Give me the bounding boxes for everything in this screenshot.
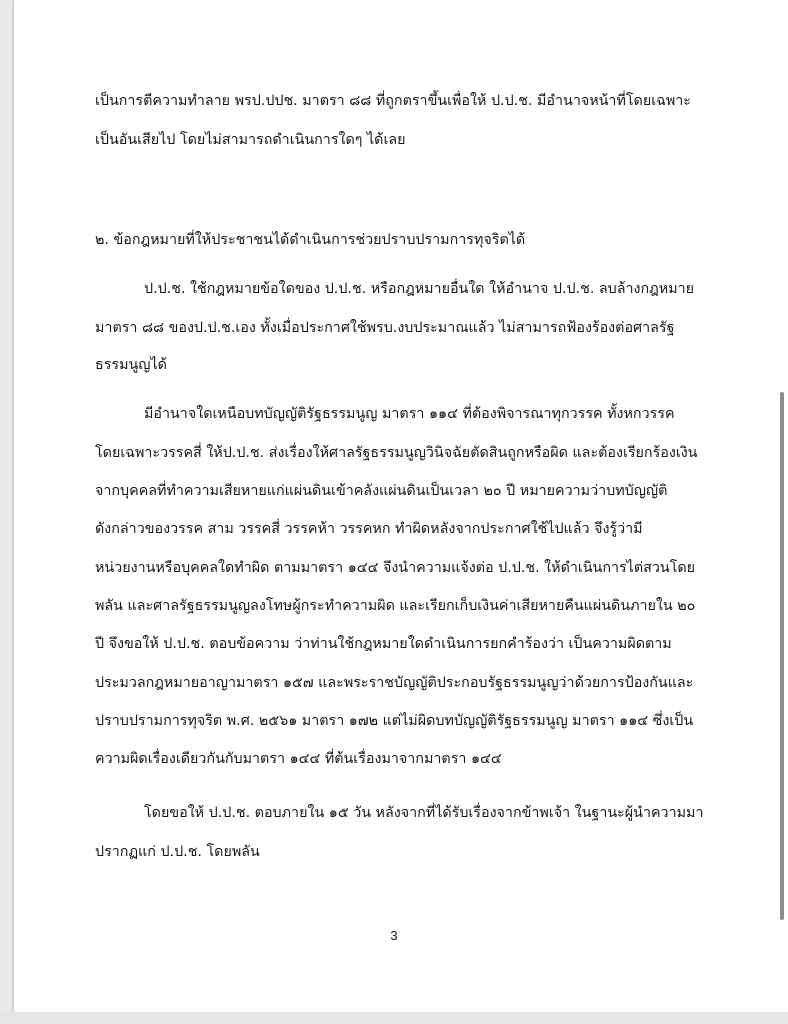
text-line: จากบุคคลที่ทำความเสียหายแก่แผ่นดินเข้าคลังแผ่นดินเป็นเวลา ๒๐ ปี หมายความว่าบทบัญญัติ [95,483,668,499]
text-line: ดังกล่าวของวรรค สาม วรรคสี่ วรรคห้า วรรคหก ทำผิดหลังจากประกาศใช้ไปแล้ว จึงรู้ว่ามี [95,521,643,537]
text-line: มีอำนาจใดเหนือบทบัญญัติรัฐธรรมนูญ มาตรา ๑๑๔ ที่ต้องพิจารณาทุกวรรค ทั้งหกวรรค [144,406,675,422]
text-line: หน่วยงานหรือบุคคลใดทำผิด ตามมาตรา ๑๔๔ จึงนำความแจ้งต่อ ป.ป.ช. ให้ดำเนินการไต่สวนโดย [95,560,696,576]
text-line: ปรากฏแก่ ป.ป.ช. โดยพลัน [95,844,260,860]
text-line: พลัน และศาลรัฐธรรมนูญลงโทษผู้กระทำความผิด และเรียกเก็บเงินค่าเสียหายคืนแผ่นดินภายใน ๒๐ [95,598,696,614]
text-line: ธรรมนูญได้ [95,357,167,373]
text-line: โดยขอให้ ป.ป.ช. ตอบภายใน ๑๕ วัน หลังจากที่ได้รับเรื่องจากข้าพเจ้า ในฐานะผู้นำความมา [144,805,704,821]
text-line: เป็นอันเสียไป โดยไม่สามารถดำเนินการใดๆ ได้เลย [95,132,406,148]
text-line: ป.ป.ช. ใช้กฎหมายข้อใดของ ป.ป.ช. หรือกฎหมายอื่นใด ให้อำนาจ ป.ป.ช. ลบล้างกฎหมาย [144,281,695,297]
text-line: ประมวลกฎหมายอาญามาตรา ๑๕๗ และพระราชบัญญัติประกอบรัฐธรรมนูญว่าด้วยการป้องกันและ [95,675,694,691]
section-heading: ๒. ข้อกฎหมายที่ให้ประชาชนได้ดำเนินการช่วยปราบปรามการทุจริตได้ [95,232,526,248]
text-line: มาตรา ๘๘ ของป.ป.ช.เอง ทั้งเมื่อประกาศใช้พรบ.งบประมาณแล้ว ไม่สามารถฟ้องร้องต่อศาลรัฐ [95,320,675,336]
text-line: เป็นการตีความทำลาย พรป.ปปช. มาตรา ๘๘ ที่ถูกตราขึ้นเพื่อให้ ป.ป.ช. มีอำนาจหน้าที่โดยเฉพาะ [95,93,691,109]
text-line: ปราบปรามการทุจริต พ.ศ. ๒๕๖๑ มาตรา ๑๗๒ แต่ไม่ผิดบทบัญญัติรัฐธรรมนูญ มาตรา ๑๑๔ ซึ่งเป็น [95,713,694,729]
page-number: 3 [390,928,398,943]
scrollbar-thumb[interactable] [780,392,784,920]
text-line: โดยเฉพาะวรรคสี่ ให้ป.ป.ช. ส่งเรื่องให้ศาลรัฐธรรมนูญวินิจฉัยตัดสินถูกหรือผิด และต้องเรียกร้องเงิน [95,445,698,461]
viewer-bottom-edge [0,1012,788,1024]
text-line: ปี จึงขอให้ ป.ป.ช. ตอบข้อความ ว่าท่านใช้กฎหมายใดดำเนินการยกคำร้องว่า เป็นความผิดตาม [95,636,672,652]
text-line: ความผิดเรื่องเดียวกันกับมาตรา ๑๔๔ ที่ต้นเรื่องมาจากมาตรา ๑๔๔ [95,751,502,767]
